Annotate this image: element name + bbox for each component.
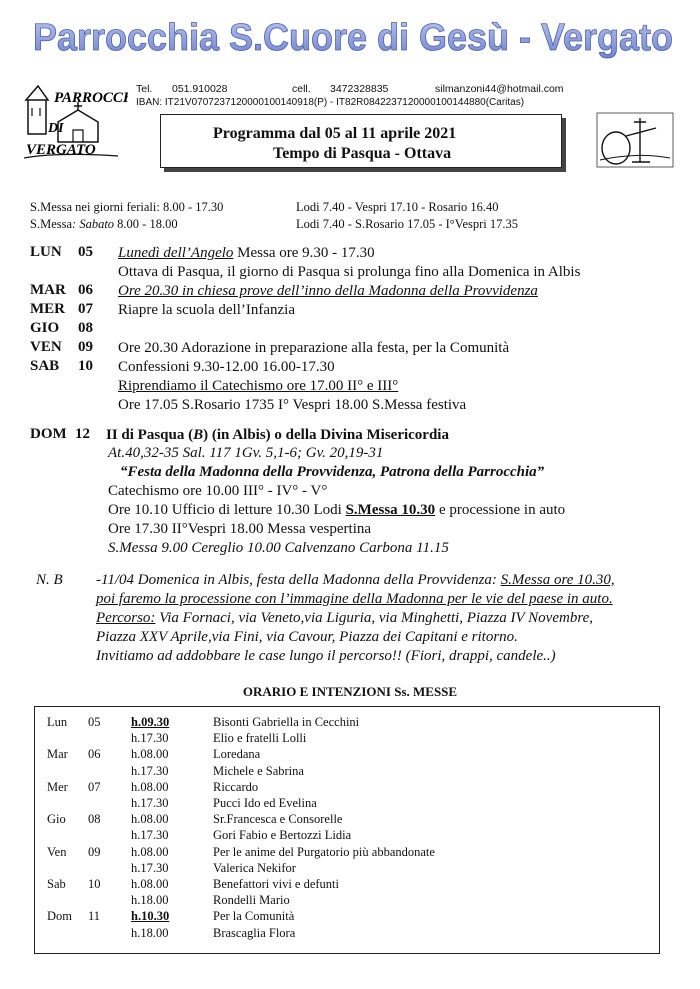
page-title: [28, 10, 678, 62]
cell-name: Loredana: [213, 747, 261, 762]
day-number: 07: [78, 301, 93, 317]
cell-day: Mar: [47, 747, 68, 762]
title-text: Parrocchia S.Cuore di Gesù - Vergato: [33, 17, 673, 59]
logo-text-2: DI: [48, 121, 64, 136]
cell-number: 3472328835: [330, 83, 389, 95]
cell-name: Sr.Francesca e Consorelle: [213, 812, 343, 827]
nb-route: Percorso: Via Fornaci, via Veneto,via Liguria, via Minghetti, Piazza IV Novembre,: [96, 610, 594, 626]
wednesday-event: Riapre la scuola dell’Infanzia: [118, 302, 295, 318]
cell-day: Gio: [47, 812, 66, 827]
cell-name: Pucci Ido ed Evelina: [213, 796, 317, 810]
cell-name: Per la Comunità: [213, 909, 295, 924]
cell-name: Brascaglia Flora: [213, 925, 296, 940]
day-label: MAR: [30, 282, 66, 298]
sunday-catechism: Catechismo ore 10.00 III° - IV° - V°: [108, 483, 328, 499]
saturday-mass-times: S.Messa: Sabato 8.00 - 18.00: [30, 217, 178, 231]
sunday-title: II di Pasqua (B) (in Albis) o della Divina Misericordia: [106, 427, 449, 443]
cell-time: h.17.30: [131, 828, 169, 843]
cell-num: 11: [88, 909, 101, 924]
cell-time: h.18.00: [131, 893, 169, 908]
cell-name: Rondelli Mario: [213, 893, 290, 908]
sunday-morning: Ore 10.10 Ufficio di letture 10.30 Lodi S.Messa 10.30 e processione in auto: [108, 502, 566, 518]
logo-text-1: PARROCC: [54, 90, 123, 106]
cell-num: 05: [88, 715, 101, 729]
day-number: 09: [78, 339, 93, 355]
cell-day: Mer: [47, 779, 68, 794]
day-label: GIO: [30, 320, 60, 336]
cell-num: 07: [88, 779, 101, 794]
intentions-title: ORARIO E INTENZIONI Ss. MESSE: [242, 684, 458, 699]
intentions-table: [34, 706, 660, 954]
cell-name: Bisonti Gabriella in Cecchini: [213, 715, 360, 729]
day-label: VEN: [30, 339, 62, 355]
program-title: Programma dal 05 al 11 aprile 2021: [213, 125, 457, 142]
saturday-confessions: Confessioni 9.30-12.00 16.00-17.30: [118, 359, 335, 375]
cell-time: h.17.30: [131, 860, 169, 875]
day-number: 05: [78, 244, 93, 260]
cell-day: Sab: [47, 877, 66, 891]
cell-name: Gori Fabio e Bertozzi Lidia: [213, 828, 352, 843]
sunday-other-masses: S.Messa 9.00 Cereglio 10.00 Calvenzano Carbona 11.15: [108, 540, 449, 556]
email: silmanzoni44@hotmail.com: [435, 83, 564, 95]
cell-time: h.17.30: [131, 796, 169, 810]
cell-num: 06: [88, 747, 101, 762]
day-label: MER: [30, 301, 65, 317]
monday-event: Lunedì dell’Angelo Messa ore 9.30 - 17.30: [118, 245, 375, 261]
cell-name: Per le anime del Purgatorio più abbandonate: [213, 844, 435, 859]
parish-logo: [18, 82, 128, 164]
cell-name: Benefattori vivi e defunti: [213, 877, 340, 891]
tuesday-event: Ore 20.30 in chiesa prove dell’inno della Madonna della Provvidenza: [118, 283, 538, 299]
saturday-catechism: Riprendiamo il Catechismo ore 17.00 II° e III°: [118, 378, 399, 394]
cell-time: h.08.00: [131, 844, 169, 859]
day-label: SAB: [30, 358, 60, 374]
saturday-prayer-times: Lodi 7.40 - S.Rosario 17.05 - I°Vespri 17.35: [296, 217, 518, 231]
tel-label: Tel.: [136, 83, 153, 95]
day-number: 06: [78, 282, 93, 298]
easter-illustration: [596, 112, 674, 168]
cell-day: Ven: [47, 844, 67, 859]
iban: IBAN: IT21V0707237120000100140918(P) - IT82R0842237120000100144880(Caritas): [136, 97, 525, 108]
cell-num: 10: [88, 877, 101, 891]
cell-label: cell.: [292, 83, 311, 95]
cell-time: h.08.00: [131, 877, 169, 891]
nb-line-1: -11/04 Domenica in Albis, festa della Madonna della Provvidenza: S.Messa ore 10.30,: [96, 572, 615, 588]
weekday-mass-times: S.Messa nei giorni feriali: 8.00 - 17.30: [30, 200, 224, 214]
weekday-prayer-times: Lodi 7.40 - Vespri 17.10 - Rosario 16.40: [296, 200, 499, 214]
day-number: 10: [78, 358, 93, 374]
tel-number: 051.910028: [172, 83, 228, 95]
cell-name: Elio e fratelli Lolli: [213, 731, 307, 746]
logo-text-3: VERGATO: [26, 142, 96, 158]
cell-time: h.08.00: [131, 779, 169, 794]
cell-time: h.08.00: [131, 747, 169, 762]
cell-time: h.10.30: [131, 909, 170, 924]
day-number: 08: [78, 320, 93, 336]
cell-name: Valerica Nekifor: [213, 860, 296, 875]
sunday-readings: At.40,32-35 Sal. 117 1Gv. 5,1-6; Gv. 20,19-31: [108, 445, 384, 461]
nb-label: N. B: [36, 572, 63, 588]
nb-line-4: Piazza XXV Aprile,via Fini, via Cavour, Piazza dei Capitani e ritorno.: [96, 629, 518, 645]
cell-day: Lun: [47, 715, 68, 729]
cell-time: h.17.30: [131, 731, 169, 746]
cell-time: h.17.30: [131, 763, 169, 778]
cell-num: 09: [88, 844, 101, 859]
program-subtitle: Tempo di Pasqua - Ottava: [273, 145, 452, 162]
nb-line-2: poi faremo la processione con l’immagine della Madonna per le vie del paese in auto.: [96, 591, 613, 607]
sunday-evening: Ore 17.30 II°Vespri 18.00 Messa vespertina: [108, 521, 372, 537]
sunday-feast: “Festa della Madonna della Provvidenza, Patrona della Parrocchia”: [120, 464, 545, 480]
cell-name: Michele e Sabrina: [213, 763, 304, 778]
cell-time: h.08.00: [131, 812, 169, 827]
monday-note: Ottava di Pasqua, il giorno di Pasqua si prolunga fino alla Domenica in Albis: [118, 264, 581, 280]
cell-day: Dom: [47, 909, 72, 924]
friday-event: Ore 20.30 Adorazione in preparazione alla festa, per la Comunità: [118, 340, 510, 356]
saturday-evening: Ore 17.05 S.Rosario 1735 I° Vespri 18.00 S.Messa festiva: [118, 397, 467, 413]
day-number: 12: [75, 426, 90, 442]
cell-time: h.18.00: [131, 925, 169, 940]
cell-time: h.09.30: [131, 715, 170, 729]
cell-num: 08: [88, 812, 101, 827]
nb-line-5: Invitiamo ad addobbare le case lungo il percorso!! (Fiori, drappi, candele..): [96, 648, 556, 664]
day-label: DOM: [30, 426, 67, 442]
cell-name: Riccardo: [213, 779, 259, 794]
program-box: [160, 114, 562, 168]
day-label: LUN: [30, 244, 62, 260]
